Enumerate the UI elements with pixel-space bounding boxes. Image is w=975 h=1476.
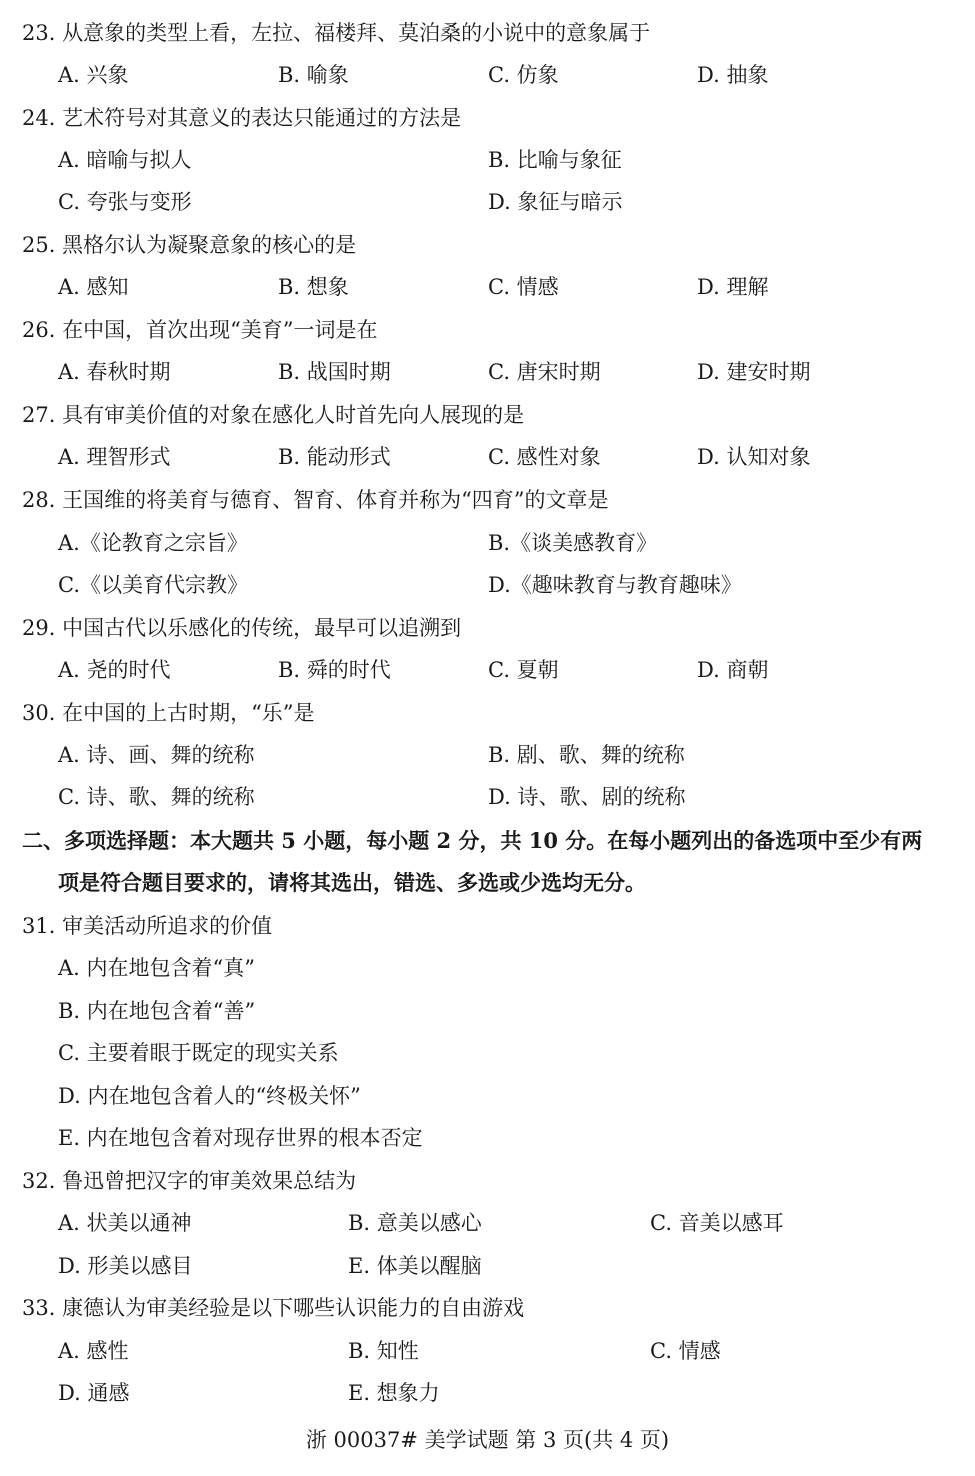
option: B. 战国时期	[278, 360, 391, 384]
option: C. 音美以感耳	[650, 1211, 784, 1235]
option: A. 春秋时期	[58, 360, 171, 384]
option: A. 暗喻与拟人	[58, 148, 192, 172]
option-row	[0, 564, 975, 606]
question-stem: 33. 康德认为审美经验是以下哪些认识能力的自由游戏	[22, 1296, 525, 1320]
option: E. 内在地包含着对现存世界的根本否定	[58, 1126, 423, 1150]
option: A. 状美以通神	[58, 1211, 192, 1235]
option-row	[0, 139, 975, 181]
option-row	[0, 351, 975, 393]
option: C. 情感	[488, 275, 559, 299]
question-stem: 28. 王国维的将美育与德育、智育、体育并称为“四育”的文章是	[22, 488, 609, 512]
option: D. 诗、歌、剧的统称	[488, 785, 686, 809]
question-stem: 30. 在中国的上古时期，“乐”是	[22, 701, 315, 725]
option: D. 建安时期	[697, 360, 811, 384]
question-stem: 24. 艺术符号对其意义的表达只能通过的方法是	[22, 106, 462, 130]
option: D. 象征与暗示	[488, 190, 623, 214]
option: B. 意美以感心	[348, 1211, 482, 1235]
option: D. 理解	[697, 275, 769, 299]
option: A. 兴象	[58, 63, 129, 87]
option-row	[0, 1330, 975, 1372]
option: C. 夏朝	[488, 658, 559, 682]
option: C. 感性对象	[488, 445, 601, 469]
page-footer: 浙 00037# 美学试题 第 3 页(共 4 页)	[305, 1428, 670, 1452]
option-row	[0, 266, 975, 308]
option: B. 能动形式	[278, 445, 391, 469]
option: C.《以美育代宗教》	[58, 573, 248, 597]
option: D. 通感	[58, 1381, 130, 1405]
section-instructions: 项是符合题目要求的，请将其选出，错选、多选或少选均无分。	[58, 870, 646, 895]
option: C. 夸张与变形	[58, 190, 192, 214]
option: C. 仿象	[488, 63, 559, 87]
option: C. 情感	[650, 1339, 721, 1363]
option: A. 感性	[58, 1339, 129, 1363]
option: A. 尧的时代	[58, 658, 171, 682]
question-stem: 27. 具有审美价值的对象在感化人时首先向人展现的是	[22, 403, 525, 427]
option: B. 内在地包含着“善”	[58, 999, 256, 1023]
option: B. 剧、歌、舞的统称	[488, 743, 685, 767]
question-stem: 32. 鲁迅曾把汉字的审美效果总结为	[22, 1169, 357, 1193]
question-stem: 23. 从意象的类型上看，左拉、福楼拜、莫泊桑的小说中的意象属于	[22, 21, 651, 45]
option: D. 认知对象	[697, 445, 811, 469]
option-row	[0, 1245, 975, 1287]
option: D.《趣味教育与教育趣味》	[488, 573, 742, 597]
option: B. 知性	[348, 1339, 419, 1363]
question-stem: 26. 在中国，首次出现“美育”一词是在	[22, 318, 378, 342]
option: E. 想象力	[348, 1381, 440, 1405]
question-stem: 29. 中国古代以乐感化的传统，最早可以追溯到	[22, 616, 462, 640]
option: C. 诗、歌、舞的统称	[58, 785, 255, 809]
option: D. 形美以感目	[58, 1254, 193, 1278]
option: D. 抽象	[697, 63, 769, 87]
option-row	[0, 776, 975, 818]
option: E. 体美以醒脑	[348, 1254, 482, 1278]
option: A. 内在地包含着“真”	[58, 956, 255, 980]
option: B. 舜的时代	[278, 658, 391, 682]
option: A. 理智形式	[58, 445, 171, 469]
option: D. 商朝	[697, 658, 769, 682]
question-stem: 31. 审美活动所追求的价值	[22, 914, 273, 938]
option: C. 唐宋时期	[488, 360, 601, 384]
option: B. 想象	[278, 275, 349, 299]
option-row	[0, 54, 975, 96]
option-row	[0, 181, 975, 223]
option-row	[0, 436, 975, 478]
option: D. 内在地包含着人的“终极关怀”	[58, 1084, 361, 1108]
option: B. 比喻与象征	[488, 148, 622, 172]
option-row	[0, 1372, 975, 1414]
option-row	[0, 649, 975, 691]
option-row	[0, 1202, 975, 1244]
option-row	[0, 522, 975, 564]
section-heading: 二、多项选择题：本大题共 5 小题，每小题 2 分，共 10 分。在每小题列出的备选项中至少有两	[22, 828, 923, 853]
option-row	[0, 734, 975, 776]
option: B.《谈美感教育》	[488, 531, 658, 555]
option: C. 主要着眼于既定的现实关系	[58, 1041, 339, 1065]
question-stem: 25. 黑格尔认为凝聚意象的核心的是	[22, 233, 357, 257]
option: A. 感知	[58, 275, 129, 299]
option: B. 喻象	[278, 63, 349, 87]
option: A. 诗、画、舞的统称	[58, 743, 255, 767]
option: A.《论教育之宗旨》	[58, 531, 248, 555]
